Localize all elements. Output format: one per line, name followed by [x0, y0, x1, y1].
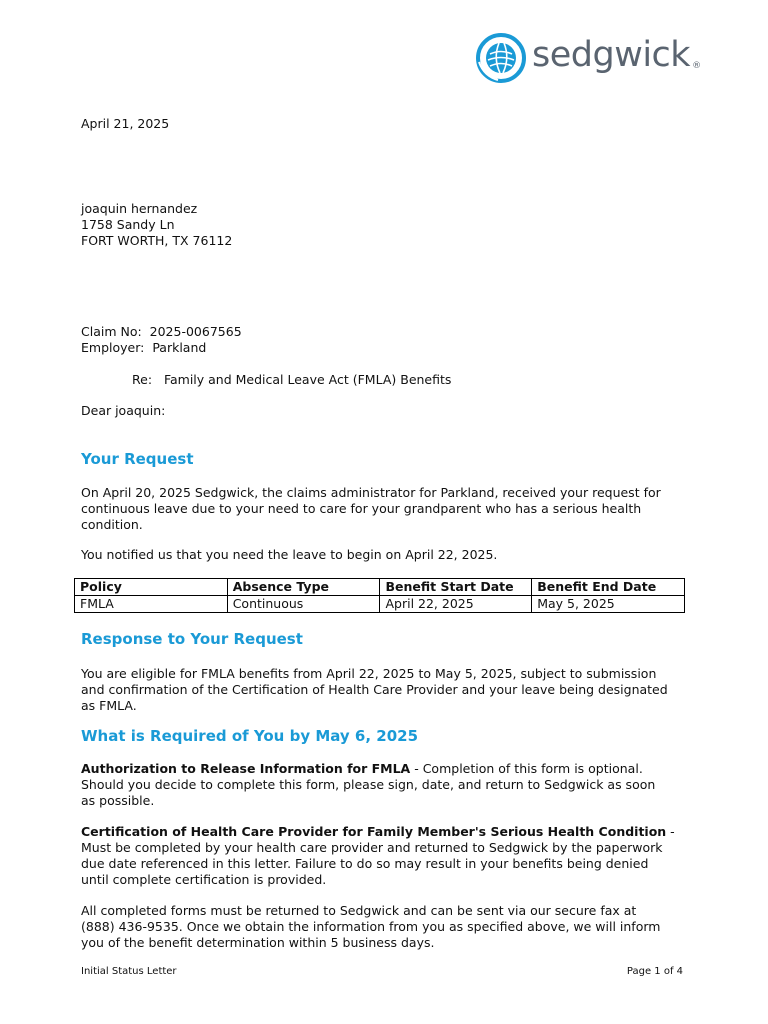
re-value: Family and Medical Leave Act (FMLA) Benefits — [163, 372, 452, 387]
sedgwick-logo — [476, 28, 701, 88]
re-line — [132, 372, 451, 388]
certification-dash: - — [666, 824, 675, 839]
column-header: Benefit Start Date — [380, 579, 532, 596]
claim-number-line — [81, 324, 242, 340]
table-header-row — [75, 579, 685, 596]
paragraph-line: condition. — [81, 517, 143, 532]
paragraph-line: as possible. — [81, 793, 155, 808]
benefits-table — [74, 578, 685, 613]
table-row — [75, 596, 685, 613]
employer-line — [81, 340, 206, 356]
logo-wordmark: sedgwick — [532, 34, 691, 75]
paragraph-line: All completed forms must be returned to Sedgwick and can be sent via our secure fax at — [81, 903, 637, 918]
table-cell: Continuous — [227, 596, 380, 613]
your-request-heading: Your Request — [81, 450, 194, 468]
table-cell: April 22, 2025 — [380, 596, 532, 613]
paragraph-line: as FMLA. — [81, 698, 137, 713]
paragraph-line: Must be completed by your health care provider and returned to Sedgwick by the paperwork — [81, 840, 663, 855]
table-cell: May 5, 2025 — [532, 596, 685, 613]
column-header: Absence Type — [227, 579, 380, 596]
footer-document-name: Initial Status Letter — [81, 966, 177, 977]
employer-label: Employer: — [81, 340, 145, 355]
recipient-city: FORT WORTH, TX 76112 — [81, 233, 233, 248]
claim-value: 2025-0067565 — [149, 324, 242, 339]
claim-label: Claim No: — [81, 324, 142, 339]
table-cell: FMLA — [75, 596, 228, 613]
footer-page-number: Page 1 of 4 — [626, 966, 683, 977]
paragraph-line: due date referenced in this letter. Failure to do so may result in your benefits being denied — [81, 856, 649, 871]
your-request-paragraph — [81, 485, 691, 533]
paragraph-line: Should you decide to complete this form, please sign, date, and return to Sedgwick as soon — [81, 777, 656, 792]
paragraph-line: you of the benefit determination within 5 business days. — [81, 935, 435, 950]
recipient-name: joaquin hernandez — [81, 201, 198, 216]
salutation: Dear joaquin: — [81, 403, 166, 418]
employer-value: Parkland — [152, 340, 207, 355]
paragraph-line: On April 20, 2025 Sedgwick, the claims administrator for Parkland, received your request for — [81, 485, 661, 500]
globe-icon — [476, 32, 526, 84]
paragraph-line: continuous leave due to your need to care for your grandparent who has a serious health — [81, 501, 642, 516]
paragraph-line: and confirmation of the Certification of Health Care Provider and your leave being designated — [81, 682, 668, 697]
registered-mark: ® — [692, 61, 702, 71]
leave-notice: You notified us that you need the leave to begin on April 22, 2025. — [81, 547, 498, 562]
response-paragraph — [81, 666, 691, 714]
letter-date: April 21, 2025 — [81, 116, 170, 131]
return-instructions-paragraph — [81, 903, 701, 951]
column-header: Policy — [75, 579, 228, 596]
certification-form-title: Certification of Health Care Provider for Family Member's Serious Health Condition — [81, 824, 667, 839]
required-heading: What is Required of You by May 6, 2025 — [81, 727, 419, 745]
recipient-street: 1758 Sandy Ln — [81, 217, 175, 232]
re-label: Re: — [132, 372, 153, 387]
column-header: Benefit End Date — [532, 579, 685, 596]
authorization-note: - Completion of this form is optional. — [410, 761, 643, 776]
certification-paragraph — [81, 824, 701, 888]
paragraph-line: You are eligible for FMLA benefits from April 22, 2025 to May 5, 2025, subject to submission — [81, 666, 657, 681]
paragraph-line: until complete certification is provided. — [81, 872, 327, 887]
paragraph-line: (888) 436-9535. Once we obtain the information from you as specified above, we will inform — [81, 919, 661, 934]
authorization-form-title: Authorization to Release Information for FMLA — [81, 761, 411, 776]
authorization-paragraph — [81, 761, 691, 809]
response-heading: Response to Your Request — [81, 630, 303, 648]
